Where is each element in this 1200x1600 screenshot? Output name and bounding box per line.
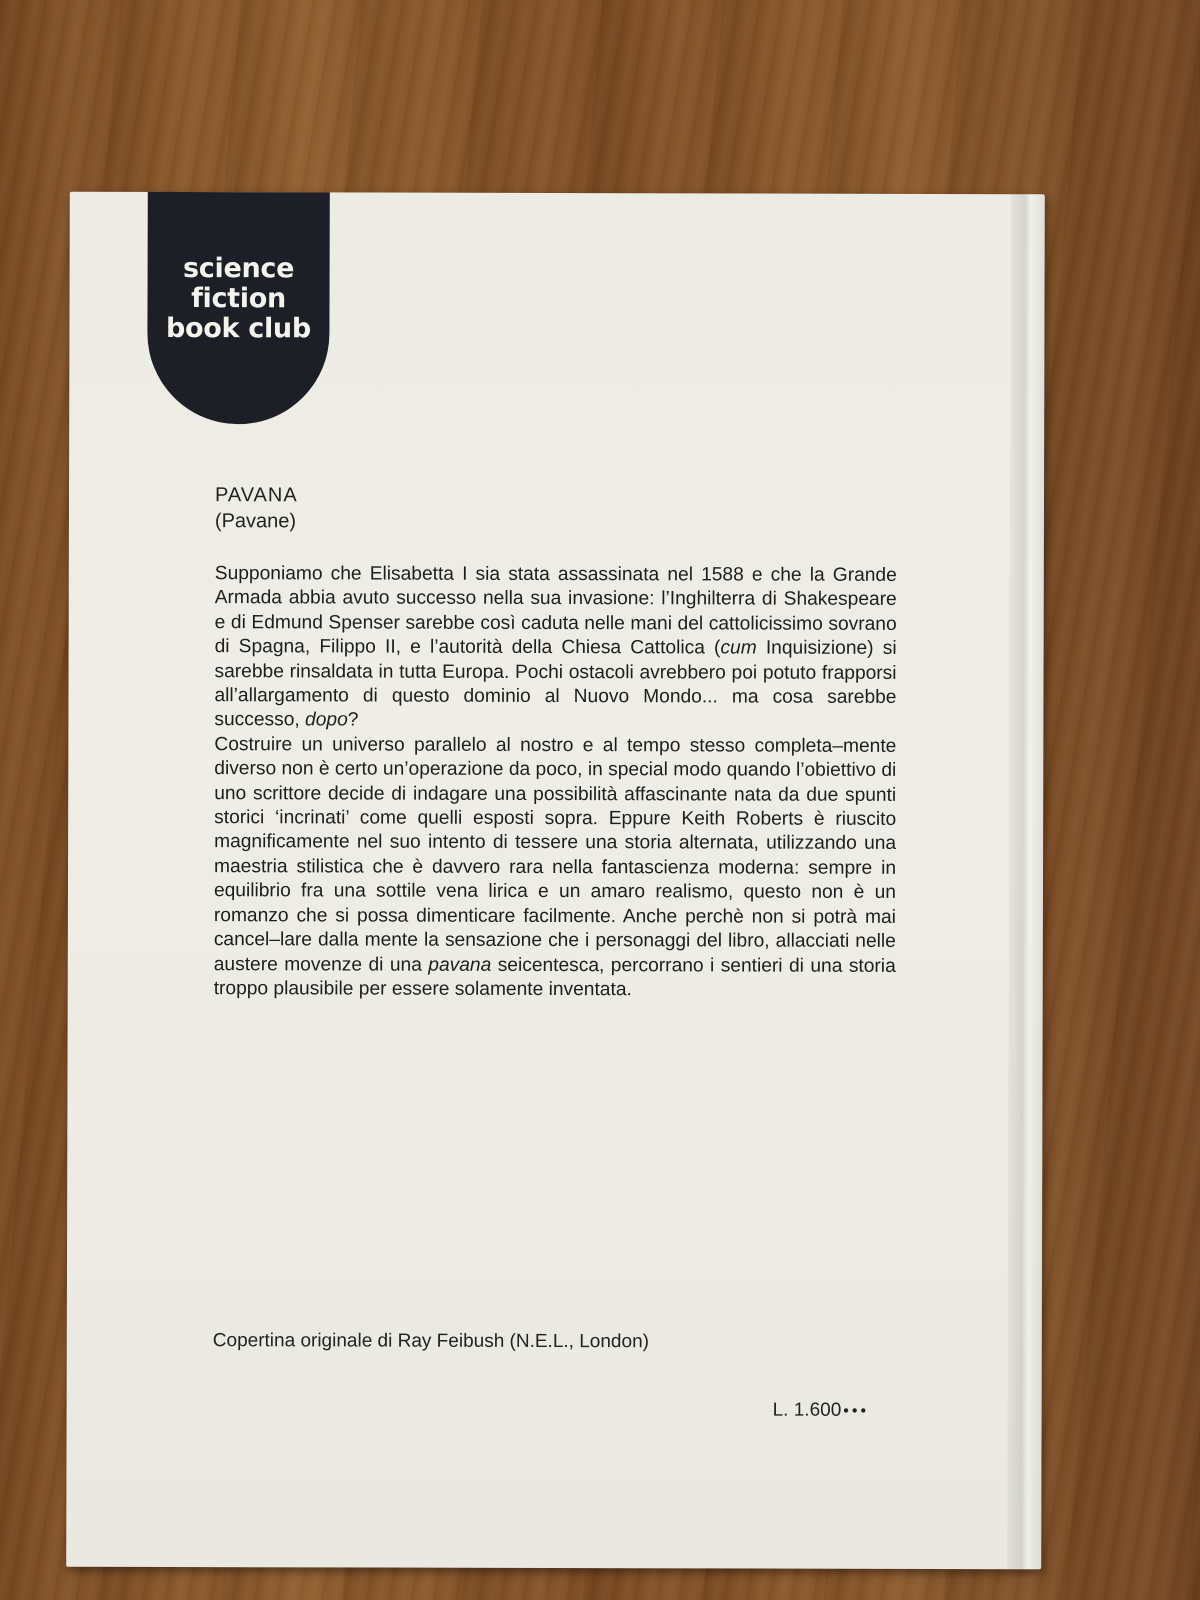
price-value: L. 1.600	[772, 1399, 842, 1421]
price-label	[773, 1400, 870, 1422]
cover-credit: Copertina originale di Ray Feibush (N.E.L., London)	[212, 1330, 650, 1353]
book-back-cover	[66, 192, 1045, 1570]
blurb-italic-text: dopo	[305, 709, 348, 731]
blurb-paragraph-2	[214, 733, 897, 1003]
blurb-paragraph-1	[214, 562, 896, 735]
price-dots: •••	[843, 1402, 870, 1420]
blurb-text: seicentesca, percorrano i sentieri di una storia troppo plausibile per essere solamente inventata.	[213, 954, 896, 1001]
book-title: PAVANA	[214, 484, 298, 507]
blurb-text: ?	[347, 709, 359, 731]
blurb-italic-text: cum	[720, 637, 757, 659]
blurb-text: Inquisizione) si sarebbe rinsaldata in tutta Europa. Pochi ostacoli avrebbero poi potuto frapporsi all’allargamento di questo dominio al Nuovo Mondo... ma cosa sarebbe successo,	[214, 637, 897, 731]
badge-line-2: fiction	[191, 283, 286, 315]
badge-line-1: science	[183, 253, 295, 285]
blurb-text: Supponiamo che Elisabetta I sia stata assassinata nel 1588 e che la Grande Armada abbia avuto successo nella sua invasione: l’Inghilterra di Shakespeare e di Edmund Spenser sarebbe così caduta nelle mani del cattolicissimo sovrano di Spagna, Filippo II, e l’autorità della Chiesa Cattolica (	[214, 563, 897, 659]
book-spine-edge	[1007, 194, 1045, 1569]
badge-line-3: book club	[165, 312, 311, 345]
blurb-italic-text: pavana	[428, 954, 492, 976]
book-blurb	[214, 562, 897, 1003]
blurb-text: Costruire un universo parallelo al nostro e al tempo stesso completa–mente diverso non è certo un’operazione da poco, in special modo quando l’obiettivo di uno scrittore decide di indagare una possibilità affascinante nata da due spunti storici ‘incrinati’ come quelli esposti sopra. Eppure Keith Roberts è riuscito magnificamente nel suo intento di tessere una storia alternata, utilizzando una maestria stilistica che è davvero rara nella fantascienza moderna: sempre in equilibrio fra una sottile vena lirica e un amaro realismo, questo non è un romanzo che si possa dimenticare facilmente. Anche perchè non si potrà mai cancel–lare dalla mente la sensazione che i personaggi del libro, allacciati nelle austere movenze di una	[213, 733, 897, 976]
publisher-logo-badge	[147, 192, 330, 424]
book-original-title: (Pavane)	[214, 510, 297, 533]
